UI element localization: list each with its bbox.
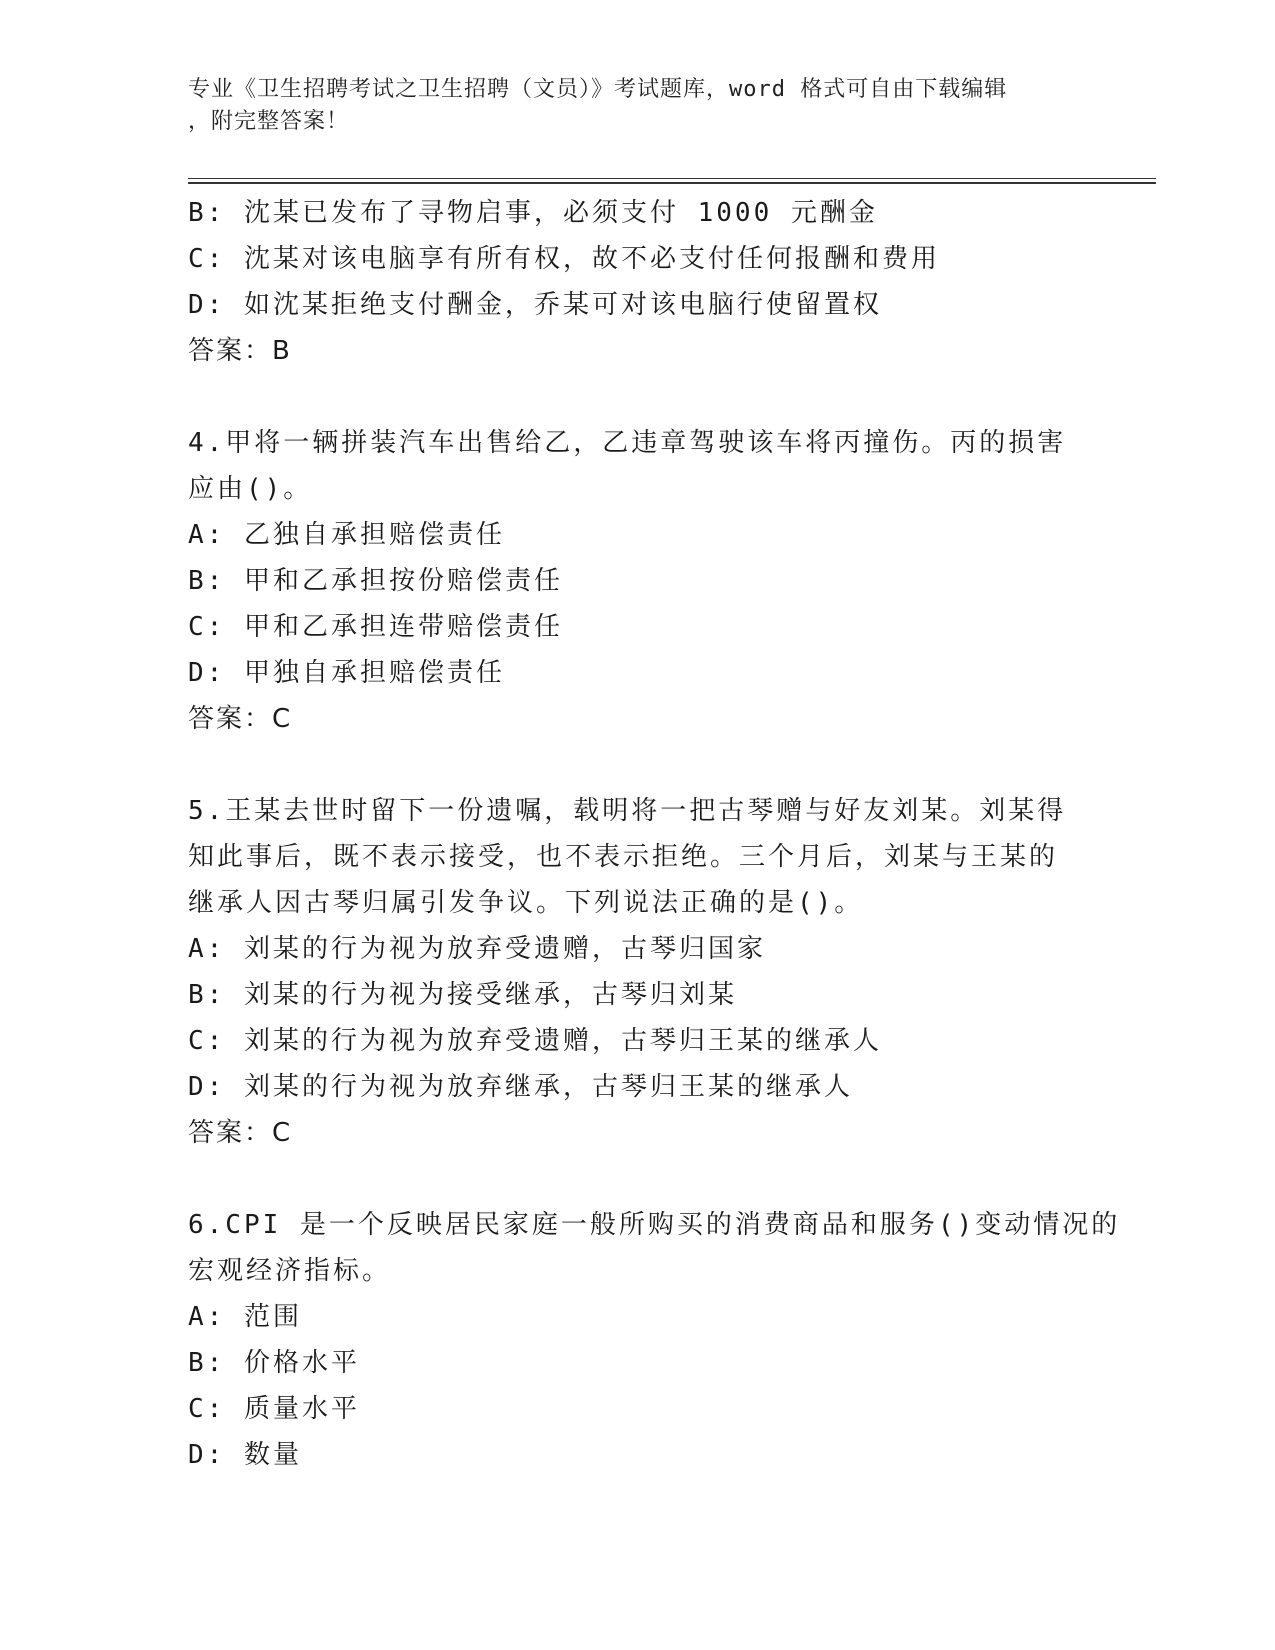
option-d: D: 数量 bbox=[188, 1440, 302, 1470]
answer-line: 答案：C bbox=[188, 704, 293, 734]
answer-line: 答案：C bbox=[188, 1118, 293, 1148]
option-b: B: 沈某已发布了寻物启事，必须支付 1000 元酬金 bbox=[188, 198, 878, 228]
option-c: C: 质量水平 bbox=[188, 1394, 360, 1424]
option-a: A: 范围 bbox=[188, 1302, 302, 1332]
question-stem-line: 4.甲将一辆拼装汽车出售给乙，乙违章驾驶该车将丙撞伤。丙的损害 bbox=[188, 428, 1067, 458]
question-stem-line: 5.王某去世时留下一份遗嘱，载明将一把古琴赠与好友刘某。刘某得 bbox=[188, 796, 1067, 826]
option-c: C: 沈某对该电脑享有所有权，故不必支付任何报酬和费用 bbox=[188, 244, 940, 274]
page-header bbox=[188, 74, 1088, 138]
option-d: D: 刘某的行为视为放弃继承，古琴归王某的继承人 bbox=[188, 1072, 853, 1102]
header-line-1: 专业《卫生招聘考试之卫生招聘（文员）》考试题库，word 格式可自由下载编辑 bbox=[188, 77, 1008, 102]
question-3-tail bbox=[188, 190, 1088, 374]
question-stem-line: 继承人因古琴归属引发争议。下列说法正确的是()。 bbox=[188, 888, 864, 918]
question-content bbox=[188, 190, 1121, 1478]
option-b: B: 刘某的行为视为接受继承，古琴归刘某 bbox=[188, 980, 737, 1010]
option-a: A: 乙独自承担赔偿责任 bbox=[188, 520, 505, 550]
question-stem-line: 应由()。 bbox=[188, 474, 313, 504]
option-b: B: 价格水平 bbox=[188, 1348, 360, 1378]
option-b: B: 甲和乙承担按份赔偿责任 bbox=[188, 566, 563, 596]
question-stem-line: 6.CPI 是一个反映居民家庭一般所购买的消费商品和服务()变动情况的 bbox=[188, 1210, 1121, 1240]
header-divider bbox=[188, 178, 1156, 183]
option-d: D: 甲独自承担赔偿责任 bbox=[188, 658, 505, 688]
option-c: C: 刘某的行为视为放弃受遗赠，古琴归王某的继承人 bbox=[188, 1026, 882, 1056]
question-6 bbox=[188, 1202, 1121, 1478]
option-d: D: 如沈某拒绝支付酬金，乔某可对该电脑行使留置权 bbox=[188, 290, 882, 320]
question-stem-line: 宏观经济指标。 bbox=[188, 1256, 392, 1286]
question-stem-line: 知此事后，既不表示接受，也不表示拒绝。三个月后，刘某与王某的 bbox=[188, 842, 1059, 872]
header-line-2: ，附完整答案！ bbox=[188, 109, 350, 134]
question-5 bbox=[188, 788, 1088, 1156]
question-4 bbox=[188, 420, 1088, 742]
option-a: A: 刘某的行为视为放弃受遗赠，古琴归国家 bbox=[188, 934, 766, 964]
option-c: C: 甲和乙承担连带赔偿责任 bbox=[188, 612, 563, 642]
answer-line: 答案：B bbox=[188, 336, 292, 366]
